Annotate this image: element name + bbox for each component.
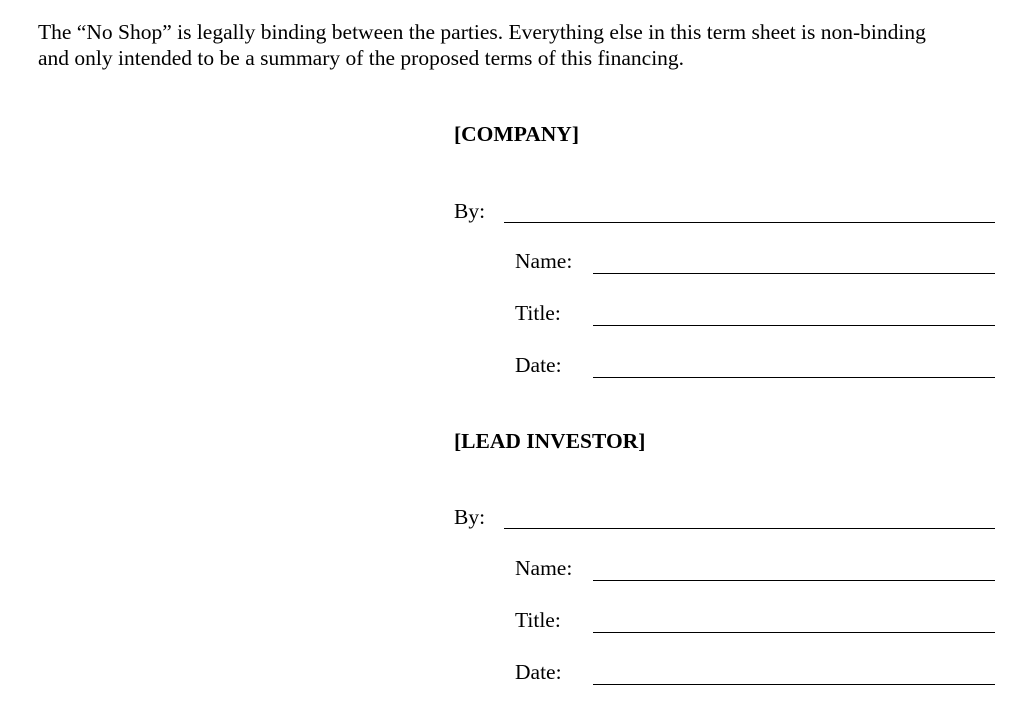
lead-investor-date-label: Date: [515,660,562,684]
lead-investor-by-signature-line[interactable] [504,528,995,529]
company-name-label: Name: [515,249,573,273]
lead-investor-title-label: Title: [515,608,561,632]
company-name-line[interactable] [593,273,995,274]
lead-investor-by-label: By: [454,505,486,529]
lead-investor-party-heading: [LEAD INVESTOR] [454,429,646,453]
company-title-label: Title: [515,301,561,325]
company-title-line[interactable] [593,325,995,326]
company-by-label: By: [454,199,486,223]
lead-investor-date-line[interactable] [593,684,995,685]
lead-investor-name-line[interactable] [593,580,995,581]
company-date-line[interactable] [593,377,995,378]
paragraph-line-1: The “No Shop” is legally binding between the parties. Everything else in this term sheet is non-binding [38,20,926,44]
paragraph-line-2: and only intended to be a summary of the proposed terms of this financing. [38,46,685,70]
lead-investor-name-label: Name: [515,556,573,580]
company-by-signature-line[interactable] [504,222,995,223]
lead-investor-title-line[interactable] [593,632,995,633]
company-party-heading: [COMPANY] [454,122,579,146]
binding-clause-paragraph [38,19,1008,71]
company-date-label: Date: [515,353,562,377]
